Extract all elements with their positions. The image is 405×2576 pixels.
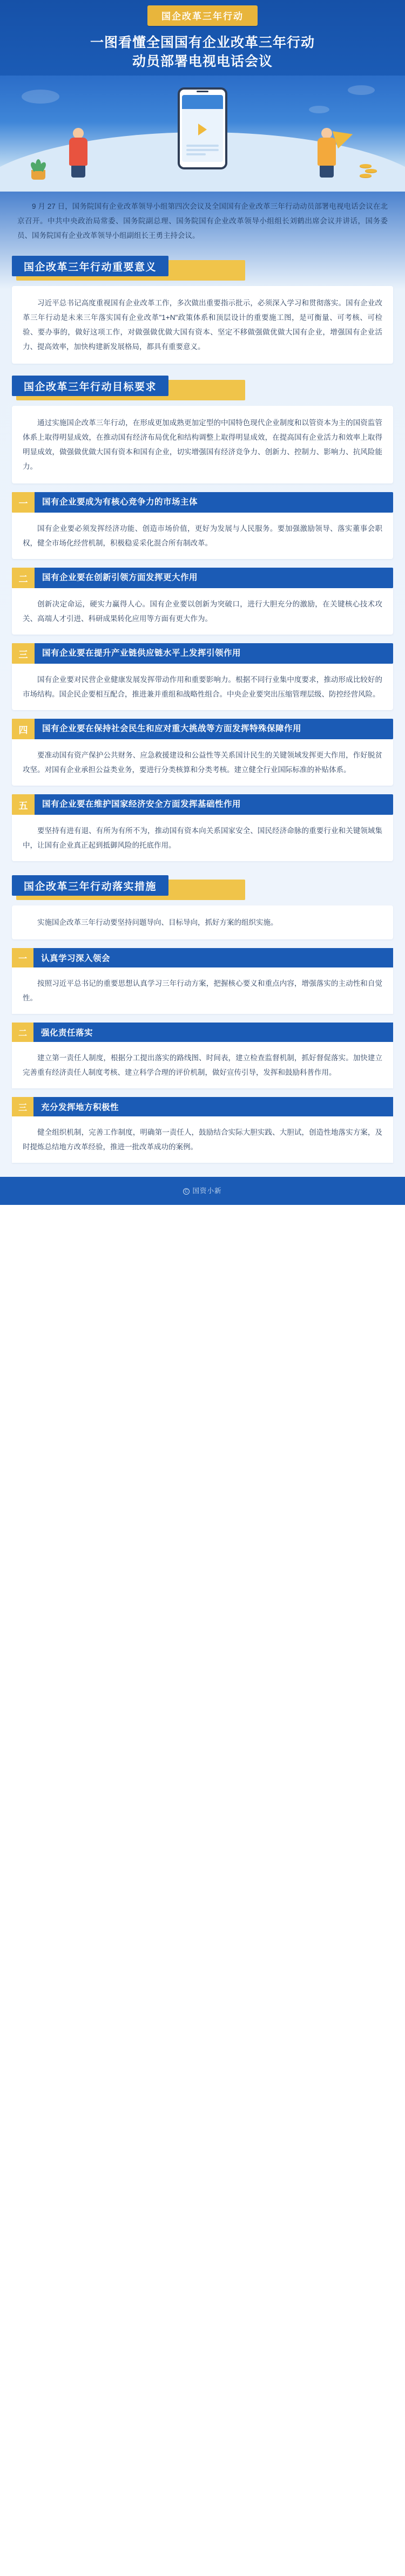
goal-item-header xyxy=(12,568,393,588)
intro-paragraph: 9 月 27 日，国务院国有企业改革领导小组第四次会议及全国国有企业改革三年行动动员部署电视电话会议在北京召开。中共中央政治局常委、国务院副总理、国务院国有企业改革领导小组组长刘鹤出席会议并讲话，国务委员、国务院国有企业改革领导小组副组长王勇主持会议。 xyxy=(17,202,388,240)
phone-header-bar xyxy=(182,95,223,109)
cloud-icon xyxy=(22,90,59,104)
goal-item-title: 国有企业要在提升产业链供应链水平上发挥引领作用 xyxy=(42,648,241,658)
coin xyxy=(360,174,372,178)
goal-item xyxy=(12,794,393,861)
measure-item-header xyxy=(12,1097,393,1116)
measure-item-title: 认真学习深入领会 xyxy=(33,948,393,967)
measure-item-number: 一 xyxy=(12,948,33,967)
goal-item-number: 一 xyxy=(12,492,35,513)
goal-item-number: 二 xyxy=(12,568,35,588)
person-legs xyxy=(71,166,85,178)
goal-item-header xyxy=(12,492,393,513)
top-badge-container xyxy=(0,0,405,26)
measure-item xyxy=(12,1097,393,1163)
measure-item xyxy=(12,948,393,1014)
person-body xyxy=(318,138,336,166)
person-body xyxy=(69,138,87,166)
measure-item xyxy=(12,1023,393,1088)
section-header-label: 国企改革三年行动重要意义 xyxy=(12,256,168,276)
section-body-significance: 习近平总书记高度重视国有企业改革工作，多次做出重要指示批示，必须深入学习和贯彻落实。国有企业改革三年行动是未来三年落实国有企业改革"1+N"政策体系和顶层设计的重要施工图，是可衡量、可考核、可检验、要办事的，做好这项工作，对做强做优做大国有资本、坚定不移做强做优做大国有企业，增强国有企业活力、提高效率，加快构建新发展格局，都具有重要意义。 xyxy=(12,286,393,364)
page-title xyxy=(0,26,405,72)
section-header-goals xyxy=(12,376,393,398)
goal-item-header xyxy=(12,794,393,815)
goal-item-body: 要坚持有进有退、有所为有所不为，推动国有资本向关系国家安全、国民经济命脉的重要行业和关键领域集中，让国有企业真正起到抵御风险的托底作用。 xyxy=(12,815,393,861)
measure-item-number: 二 xyxy=(12,1023,33,1042)
coins-icon xyxy=(360,164,377,179)
person-icon-left xyxy=(69,128,87,178)
goal-item xyxy=(12,492,393,559)
goal-item xyxy=(12,568,393,635)
top-badge: 国企改革三年行动 xyxy=(147,5,258,26)
measure-item-body: 健全组织机制，完善工作制度，明确第一责任人，鼓励结合实际大胆实践、大胆试，创造性地落实方案，及时提炼总结地方改革经验，推进一批改革成功的案例。 xyxy=(12,1116,393,1163)
copyright-icon: C xyxy=(183,1188,190,1195)
measure-item-title: 充分发挥地方积极性 xyxy=(33,1097,393,1116)
goal-item-header xyxy=(12,719,393,739)
section-header-significance xyxy=(12,256,393,278)
goal-item-number: 四 xyxy=(12,719,35,739)
measure-item-body: 建立第一责任人制度，根据分工提出落实的路线图、时间表，建立检查监督机制，抓好督促落实。加快建立完善重有经济责任人制度考核、建立科学合理的评价机制，做好宣传引导，发挥和鼓励科普作用。 xyxy=(12,1042,393,1088)
person-head xyxy=(73,128,84,139)
play-icon xyxy=(198,124,207,135)
goal-item-body: 国有企业要必须发挥经济功能、创造市场价值，更好为发展与人民服务。要加强激励领导、落实董事会职权，健全市场化经营机制，积极稳妥采化混合所有制改革。 xyxy=(12,513,393,559)
goal-item-title: 国有企业要成为有核心竞争力的市场主体 xyxy=(42,497,198,507)
person-legs xyxy=(320,166,334,178)
measure-item-number: 三 xyxy=(12,1097,33,1116)
measure-item-header xyxy=(12,948,393,967)
cloud-icon xyxy=(348,85,375,95)
footer xyxy=(0,1177,405,1205)
phone-text-lines xyxy=(186,145,219,158)
page-title-line1: 一图看懂全国国有企业改革三年行动 xyxy=(90,35,315,50)
section-header-label: 国企改革三年行动落实措施 xyxy=(12,875,168,896)
measure-item-title: 强化责任落实 xyxy=(33,1023,393,1042)
goal-item xyxy=(12,643,393,710)
measure-item-body: 按照习近平总书记的重要思想认真学习三年行动方案，把握核心要义和重点内容，增强落实的主动性和自觉性。 xyxy=(12,967,393,1014)
plant-icon xyxy=(31,170,45,180)
goal-item-body: 创新决定命运，硬实力赢得人心。国有企业要以创新为突破口，进行大胆充分的激励，在关键核心技术攻关、高端人才引进、科研成果转化应用等方面有更大作为。 xyxy=(12,588,393,635)
smartphone-icon xyxy=(178,87,227,169)
section-header-measures xyxy=(12,875,393,898)
phone-notch xyxy=(197,91,208,92)
measures-intro: 实施国企改革三年行动要坚持问题导向、目标导向，抓好方案的组织实施。 xyxy=(12,905,393,939)
goal-item-header xyxy=(12,643,393,664)
goal-item-body: 国有企业要对民营企业健康发展发挥带动作用和重要影响力。根据不同行业集中度要求，推动形成比较好的市场结构。国企民企要相互配合，推进兼并重组和战略性组合。中央企业要突出压缩管理层级、防控经营风险。 xyxy=(12,664,393,710)
page-title-line2: 动员部署电视电话会议 xyxy=(132,54,273,69)
person-icon-right xyxy=(318,128,336,178)
coin xyxy=(365,169,377,173)
person-head xyxy=(321,128,332,139)
hero-illustration xyxy=(0,76,405,192)
section-body-goals: 通过实施国企改革三年行动，在形成更加成熟更加定型的中国特色现代企业制度和以管资本为主的国资监管体系上取得明显成效，在推动国有经济布局优化和结构调整上取得明显成效，在提高国有企业活力和效率上取得明显成效，做强做优做大国有资本和国有企业，切实增强国有经济竞争力、创新力、控制力、影响力、抗风险能力。 xyxy=(12,406,393,483)
cloud-icon xyxy=(309,106,329,113)
poster-page xyxy=(0,0,405,1205)
goal-item-title: 国有企业要在保持社会民生和应对重大挑战等方面发挥特殊保障作用 xyxy=(42,724,302,733)
goal-item xyxy=(12,719,393,786)
goal-item-title: 国有企业要在创新引领方面发挥更大作用 xyxy=(42,573,198,582)
phone-screen xyxy=(182,95,223,162)
footer-label: 国资小新 xyxy=(192,1187,222,1195)
goal-item-number: 五 xyxy=(12,794,35,815)
goal-item-number: 三 xyxy=(12,643,35,664)
measure-item-header xyxy=(12,1023,393,1042)
goal-item-body: 要准动国有资产保护公共财务、应急救援建设和公益性等关系国计民生的关键领域发挥更大作用，作好脱贫攻坚。对国有企业承担公益类业务，要进行分类核算和分类考核。建立健全行业国际标准的补贴体系。 xyxy=(12,739,393,786)
coin xyxy=(360,164,372,168)
section-header-label: 国企改革三年行动目标要求 xyxy=(12,376,168,396)
goal-item-title: 国有企业要在维护国家经济安全方面发挥基础性作用 xyxy=(42,799,241,809)
